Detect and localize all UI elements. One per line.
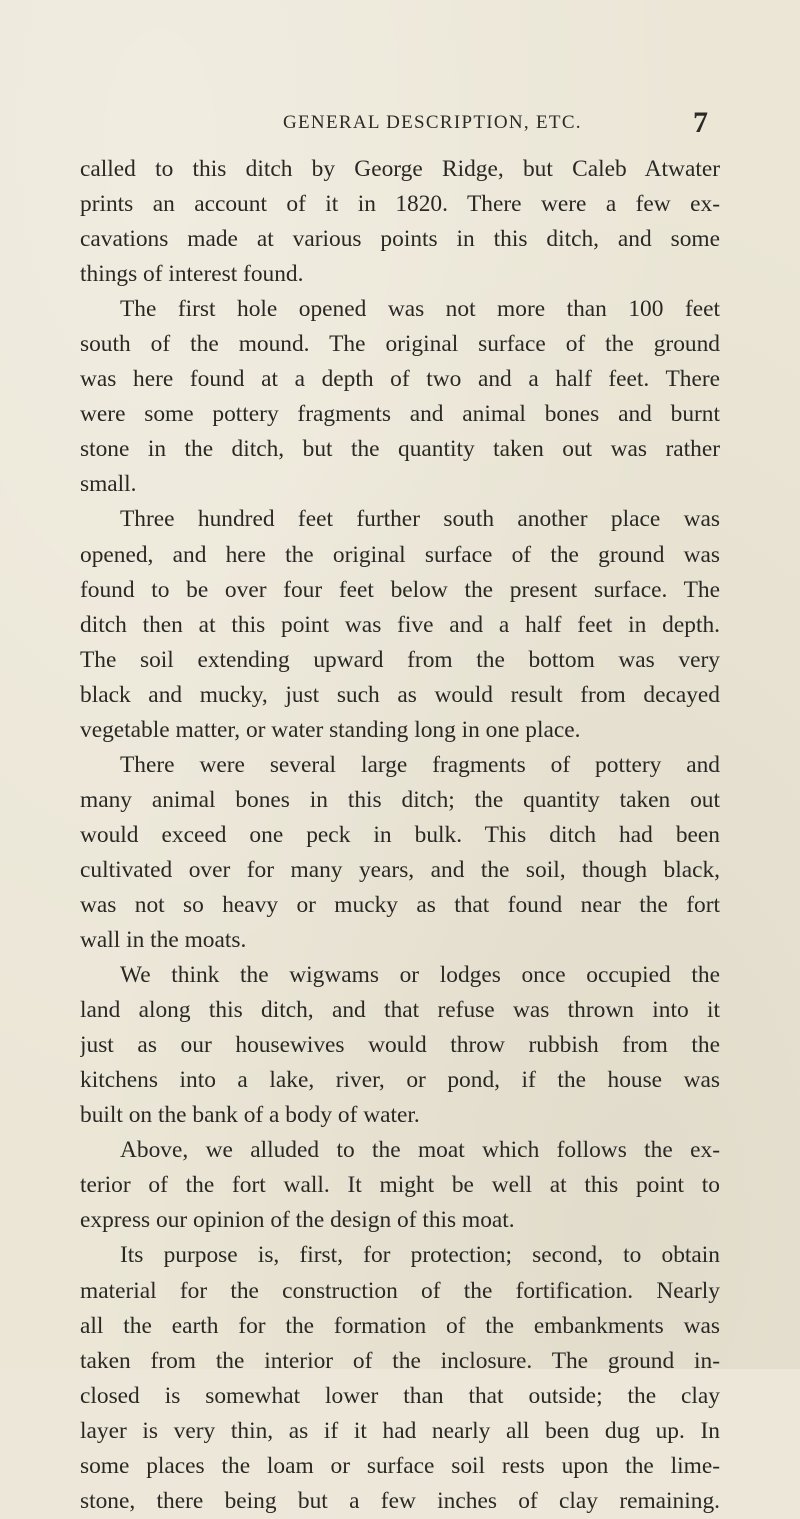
text-line: Three hundred feet further south another place was [120, 506, 720, 533]
text-line: ditch then at this point was five and a half feet in depth. [80, 611, 720, 638]
text-line: small. [80, 471, 137, 498]
text-line: some places the loam or surface soil rests upon the lime- [80, 1452, 720, 1479]
text-line: layer is very thin, as if it had nearly all been dug up. In [80, 1417, 720, 1444]
text-line: black and mucky, just such as would result from decayed [80, 681, 720, 708]
text-line: The first hole opened was not more than 100 feet [120, 296, 720, 323]
text-line: closed is somewhat lower than that outside; the clay [80, 1382, 720, 1409]
text-line: vegetable matter, or water standing long in one place. [80, 716, 581, 743]
text-line: would exceed one peck in bulk. This ditch had been [80, 821, 720, 848]
text-line: built on the bank of a body of water. [80, 1102, 420, 1129]
text-line: There were several large fragments of pottery and [120, 751, 720, 778]
text-line: was not so heavy or mucky as that found near the fort [80, 891, 720, 918]
text-line: cultivated over for many years, and the soil, though black, [80, 856, 720, 883]
text-line: We think the wigwams or lodges once occupied the [120, 962, 720, 989]
text-line: were some pottery fragments and animal bones and burnt [80, 401, 720, 428]
text-line: wall in the moats. [80, 927, 247, 954]
text-line: land along this ditch, and that refuse was thrown into it [80, 997, 720, 1024]
text-line: prints an account of it in 1820. There were a few ex- [80, 191, 720, 218]
text-line: opened, and here the original surface of the ground was [80, 541, 720, 568]
text-line: was here found at a depth of two and a half feet. There [80, 366, 720, 393]
text-line: taken from the interior of the inclosure. The ground in- [80, 1347, 720, 1374]
text-line: Its purpose is, first, for protection; second, to obtain [120, 1242, 720, 1269]
text-line: express our opinion of the design of this moat. [80, 1207, 515, 1234]
text-line: stone, there being but a few inches of clay remaining. [80, 1487, 720, 1514]
body-text [80, 152, 720, 1519]
text-line: terior of the fort wall. It might be well at this point to [80, 1172, 720, 1199]
text-line: found to be over four feet below the present surface. The [80, 576, 720, 603]
text-line: things of interest found. [80, 261, 304, 288]
header-title: GENERAL DESCRIPTION, ETC. [283, 112, 582, 133]
text-line: just as our housewives would throw rubbish from the [80, 1032, 720, 1059]
text-line: Above, we alluded to the moat which follows the ex- [120, 1137, 720, 1164]
text-line: many animal bones in this ditch; the quantity taken out [80, 786, 720, 813]
running-header [0, 106, 800, 142]
text-line: material for the construction of the fortification. Nearly [80, 1277, 720, 1304]
text-line: south of the mound. The original surface of the ground [80, 331, 720, 358]
page-number: 7 [693, 106, 708, 139]
text-line: all the earth for the formation of the embankments was [80, 1312, 720, 1339]
text-line: kitchens into a lake, river, or pond, if the house was [80, 1067, 720, 1094]
text-line: stone in the ditch, but the quantity taken out was rather [80, 436, 720, 463]
text-line: cavations made at various points in this ditch, and some [80, 226, 720, 253]
text-line: called to this ditch by George Ridge, but Caleb Atwater [80, 156, 720, 182]
text-line: The soil extending upward from the bottom was very [80, 646, 720, 673]
